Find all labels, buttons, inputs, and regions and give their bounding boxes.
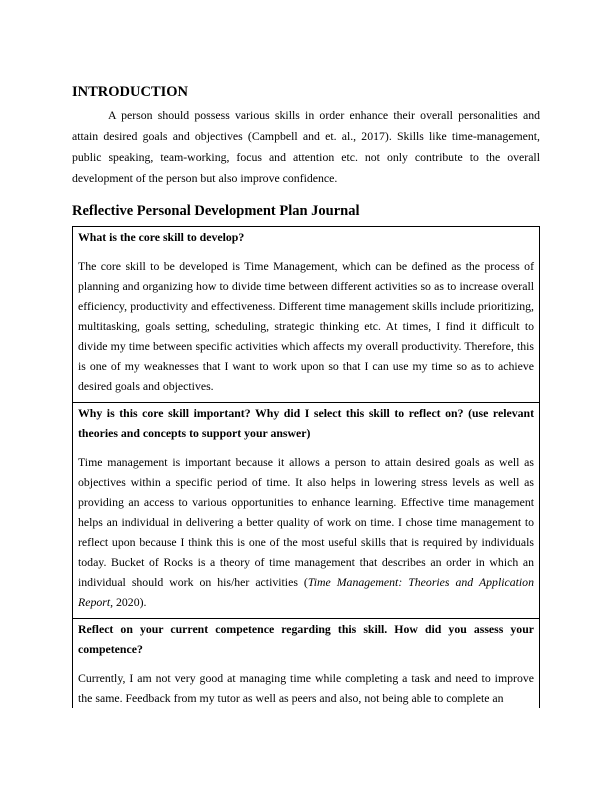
journal-table (72, 226, 540, 708)
intro-heading: INTRODUCTION (72, 84, 189, 100)
question-importance: Why is this core skill important? Why did I select this skill to reflect on? (use relevant theories and concepts to support your answer) (78, 406, 534, 440)
answer-importance (73, 443, 539, 618)
journal-heading: Reflective Personal Development Plan Journal (72, 203, 360, 219)
answer-importance-text: Time management is important because it allows a person to attain desired goals as well as objectives within a specific period of time. It also helps in lowering stress levels as well as providing an access to various opportunities to enhance learning. Effective time management helps an individual in delivering a better quality of work on time. I chose time management to reflect upon because I think this is one of the most useful skills that is required by individuals today. Bucket of Rocks is a theory of time management that describes an order in which an individual should work on his/her activities ( (78, 455, 534, 589)
answer-core-skill: The core skill to be developed is Time Management, which can be defined as the process of planning and organizing how to divide time between different activities so as to increase overall efficiency, productivity and effectiveness. Different time management skills include prioritizing, multitasking, goals setting, scheduling, strategic thinking etc. At times, I find it difficult to divide my time between specific activities which affects my overall productivity. Therefore, this is one of my weaknesses that I want to work upon so that I can use my time so as to achieve desired goals and objectives. (78, 259, 534, 393)
citation-year: , 2020). (110, 595, 147, 609)
question-core-skill: What is the core skill to develop? (78, 230, 245, 244)
citation-title: Time Management: Theories and Application Report (78, 575, 534, 609)
answer-competence: Currently, I am not very good at managing time while completing a task and need to improve the same. Feedback from my tutor as well as peers and also, not being able to complete an (78, 671, 534, 705)
intro-paragraph: A person should possess various skills in order enhance their overall personalities and attain desired goals and objectives (Campbell and et. al., 2017). Skills like time-management, public speaking, team-working, focus and attention etc. not only contribute to the overall development of the person but also improve confidence. (72, 108, 540, 185)
question-competence: Reflect on your current competence regarding this skill. How did you assess your competence? (78, 622, 534, 656)
